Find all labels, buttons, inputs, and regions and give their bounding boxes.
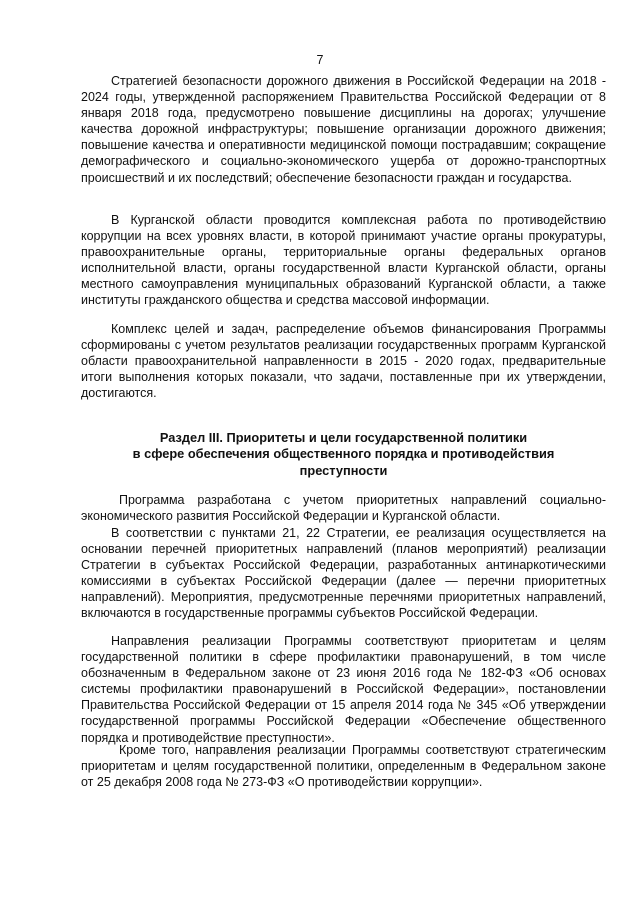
paragraph-road-safety-strategy: Стратегией безопасности дорожного движения в Российской Федерации на 2018 - 2024 годы, утвержденной распоряжением Правительства Российской Федерации от 8 января 2018 года, предусмотрено повышение дисциплины на дорогах; улучшение качества дорожной инфраструктуры; повышение организации дорожного движения; повышение качества и оперативности медицинской помощи пострадавшим; сокращение демографического и социально-экономического ущерба от дорожно-транспортных происшествий и их последствий; обеспечение безопасности граждан и государства. — [81, 74, 606, 185]
paragraph-program-goals: Комплекс целей и задач, распределение объемов финансирования Программы сформированы с учетом результатов реализации государственных программ Курганской области правоохранительной направленности в 2015 - 2020 годах, предварительные итоги выполнения которых показали, что задачи, поставленные при их утверждении, достигаются. — [81, 322, 606, 401]
paragraph-program-directions: Направления реализации Программы соответствуют приоритетам и целям государственной политики в сфере профилактики правонарушений, в том числе обозначенным в Федеральном законе от 23 июня 2016 года № 182-ФЗ «Об основах системы профилактики правонарушений в Российской Федерации», постановлении Правительства Российской Федерации от 15 апреля 2014 года № 345 «Об утверждении государственной программы Российской Федерации «Обеспечение общественного порядка и противодействие преступности». — [81, 634, 606, 745]
paragraph-program-development: Программа разработана с учетом приоритетных направлений социально-экономического развития Российской Федерации и Курганской области. — [81, 493, 606, 524]
section-heading-line-3: преступности — [299, 462, 388, 478]
paragraph-strategy-implementation: В соответствии с пунктами 21, 22 Стратегии, ее реализация осуществляется на основании перечней приоритетных направлений (планов мероприятий) реализации Стратегии в субъектах Российской Федерации, разработанных антинаркотическими комиссиями в субъектах Российской Федерации (далее — перечни приоритетных направлений). Мероприятия, предусмотренные перечнями приоритетных направлений, включаются в государственные программы субъектов Российской Федерации. — [81, 526, 606, 621]
section-heading-line-1: Раздел III. Приоритеты и цели государственной политики — [159, 430, 528, 445]
section-heading-line-2: в сфере обеспечения общественного порядка и противодействия — [132, 446, 555, 462]
paragraph-anti-corruption-priorities: Кроме того, направления реализации Программы соответствуют стратегическим приоритетам и целям государственной политики, определенным в Федеральном законе от 25 декабря 2008 года № 273-ФЗ «О противодействии коррупции». — [81, 743, 606, 790]
page-number: 7 — [316, 53, 324, 67]
section-heading — [81, 430, 606, 479]
paragraph-anti-corruption-work: В Курганской области проводится комплексная работа по противодействию коррупции на всех уровнях власти, в которой принимают участие органы прокуратуры, правоохранительные органы, территориальные органы федеральных органов исполнительной власти, органы государственной власти Курганской области, органы местного самоуправления муниципальных образований Курганской области, а также институты гражданского общества и средства массовой информации. — [81, 213, 606, 308]
